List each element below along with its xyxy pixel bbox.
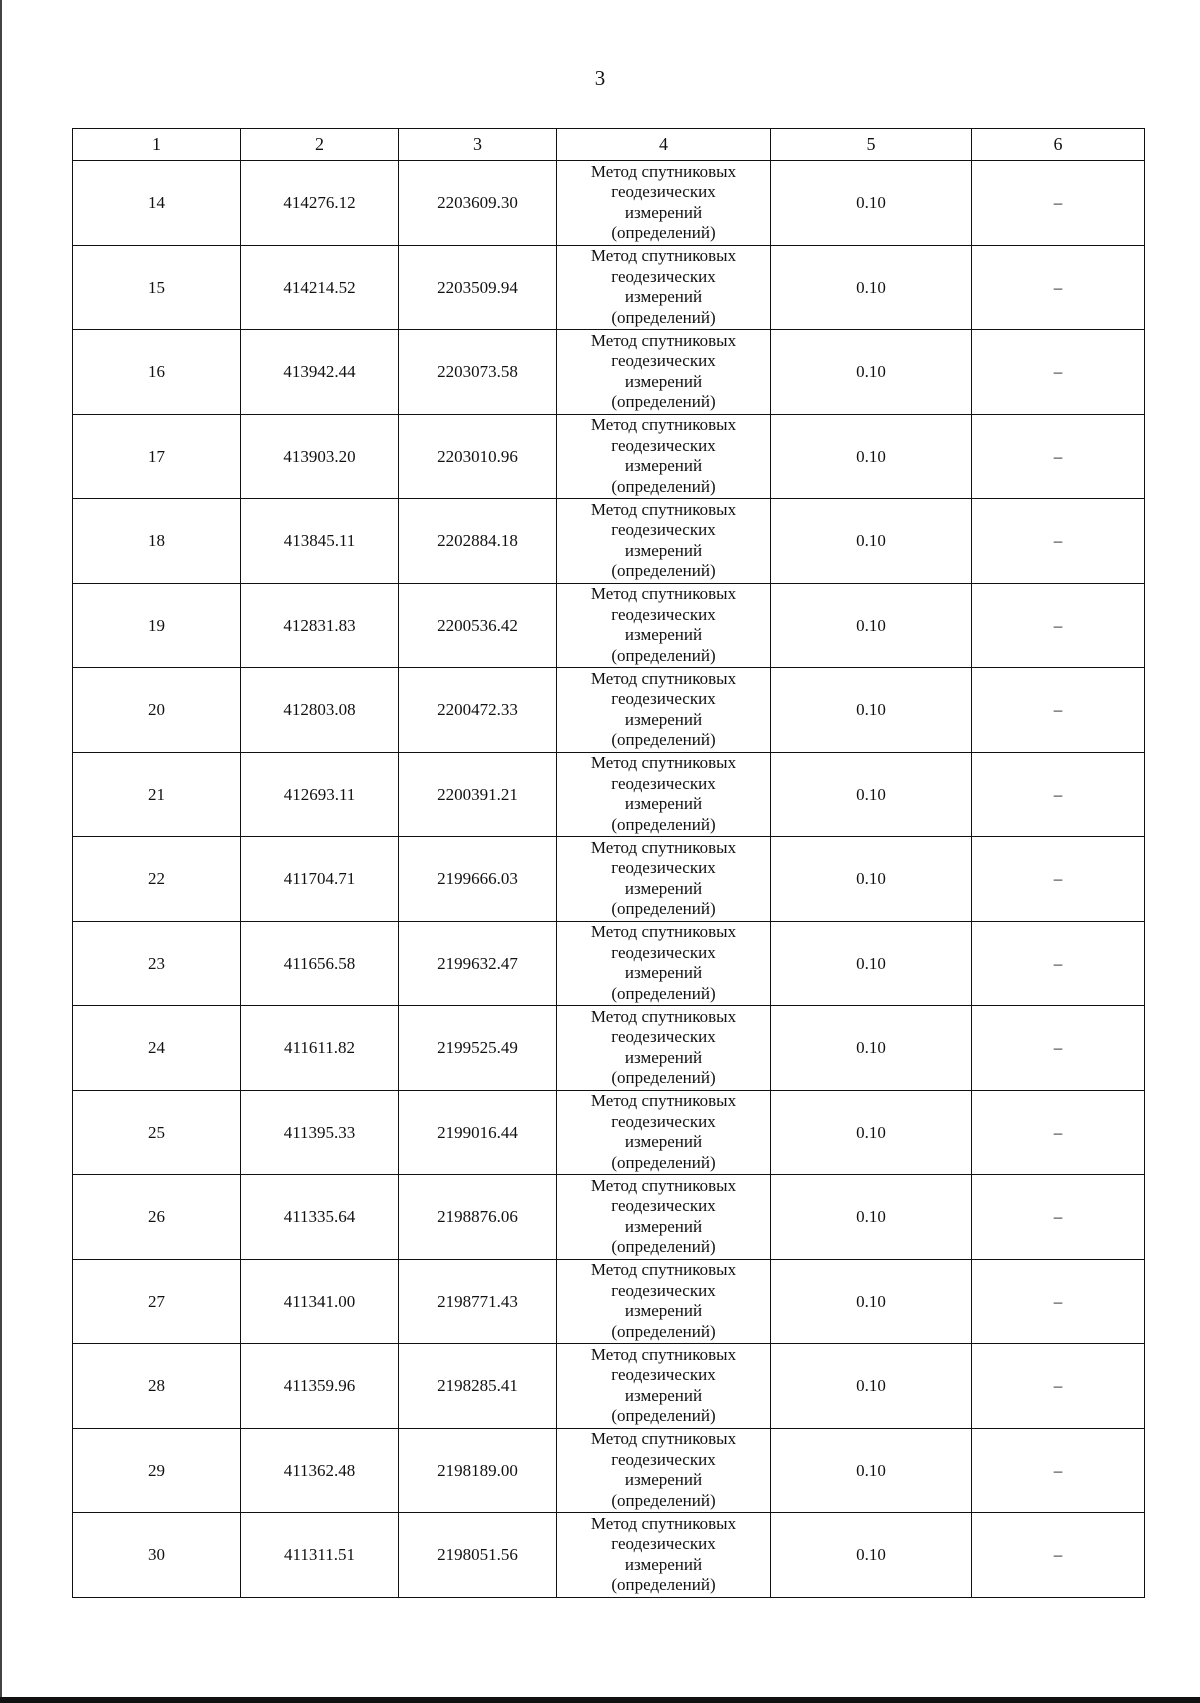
method-cell [557, 752, 771, 837]
method-text: Метод спутниковых геодезических измерений (определений) [590, 246, 737, 327]
method-cell [557, 1513, 771, 1598]
y-coordinate-cell: 2200536.42 [399, 583, 557, 668]
x-coordinate-cell: 414276.12 [241, 161, 399, 246]
accuracy-cell: 0.10 [771, 752, 972, 837]
table-row [73, 330, 1145, 415]
method-cell [557, 1344, 771, 1429]
scan-left-edge [0, 0, 2, 1703]
method-text: Метод спутниковых геодезических измерений (определений) [590, 499, 737, 581]
x-coordinate-cell: 412803.08 [241, 668, 399, 753]
x-coordinate-cell: 411395.33 [241, 1090, 399, 1175]
method-cell [557, 245, 771, 330]
method-text: Метод спутниковых геодезических измерений (определений) [590, 161, 737, 243]
note-cell: – [972, 1006, 1145, 1091]
note-cell: – [972, 1513, 1145, 1598]
header-cell-col-3: 3 [399, 129, 557, 161]
x-coordinate-cell: 411341.00 [241, 1259, 399, 1344]
method-cell [557, 499, 771, 584]
method-text: Метод спутниковых геодезических измерений (определений) [590, 1260, 737, 1341]
method-cell [557, 1006, 771, 1091]
accuracy-cell: 0.10 [771, 837, 972, 922]
accuracy-cell: 0.10 [771, 1175, 972, 1260]
point-number-cell: 24 [73, 1006, 241, 1091]
table-row [73, 1090, 1145, 1175]
point-number-cell: 30 [73, 1513, 241, 1598]
point-number-cell: 22 [73, 837, 241, 922]
method-cell [557, 921, 771, 1006]
header-cell-col-5: 5 [771, 129, 972, 161]
table-header-row [73, 129, 1145, 161]
method-cell [557, 330, 771, 415]
note-cell: – [972, 668, 1145, 753]
table-body [73, 129, 1145, 1598]
table-row [73, 1175, 1145, 1260]
method-text: Метод спутниковых геодезических измерений (определений) [590, 1175, 737, 1257]
table-row [73, 414, 1145, 499]
table-row [73, 921, 1145, 1006]
method-text: Метод спутниковых геодезических измерений (определений) [590, 1429, 737, 1510]
accuracy-cell: 0.10 [771, 1344, 972, 1429]
point-number-cell: 20 [73, 668, 241, 753]
point-number-cell: 16 [73, 330, 241, 415]
header-cell-col-6: 6 [972, 129, 1145, 161]
method-cell [557, 414, 771, 499]
y-coordinate-cell: 2199666.03 [399, 837, 557, 922]
note-cell: – [972, 1428, 1145, 1513]
method-cell [557, 1428, 771, 1513]
y-coordinate-cell: 2198189.00 [399, 1428, 557, 1513]
y-coordinate-cell: 2200472.33 [399, 668, 557, 753]
coordinates-table [72, 128, 1145, 1598]
x-coordinate-cell: 413903.20 [241, 414, 399, 499]
accuracy-cell: 0.10 [771, 1006, 972, 1091]
accuracy-cell: 0.10 [771, 1259, 972, 1344]
point-number-cell: 21 [73, 752, 241, 837]
method-text: Метод спутниковых геодезических измерений (определений) [590, 753, 737, 834]
method-text: Метод спутниковых геодезических измерений (определений) [590, 330, 737, 412]
accuracy-cell: 0.10 [771, 161, 972, 246]
note-cell: – [972, 1259, 1145, 1344]
note-cell: – [972, 583, 1145, 668]
table-row [73, 161, 1145, 246]
y-coordinate-cell: 2198876.06 [399, 1175, 557, 1260]
method-cell [557, 161, 771, 246]
point-number-cell: 19 [73, 583, 241, 668]
accuracy-cell: 0.10 [771, 1428, 972, 1513]
header-cell-col-2: 2 [241, 129, 399, 161]
method-text: Метод спутниковых геодезических измерений (определений) [590, 922, 737, 1003]
accuracy-cell: 0.10 [771, 1090, 972, 1175]
y-coordinate-cell: 2199016.44 [399, 1090, 557, 1175]
method-text: Метод спутниковых геодезических измерений (определений) [590, 1513, 737, 1595]
y-coordinate-cell: 2198285.41 [399, 1344, 557, 1429]
point-number-cell: 28 [73, 1344, 241, 1429]
point-number-cell: 29 [73, 1428, 241, 1513]
x-coordinate-cell: 411359.96 [241, 1344, 399, 1429]
note-cell: – [972, 1344, 1145, 1429]
table-row [73, 245, 1145, 330]
note-cell: – [972, 921, 1145, 1006]
x-coordinate-cell: 411704.71 [241, 837, 399, 922]
method-cell [557, 668, 771, 753]
accuracy-cell: 0.10 [771, 1513, 972, 1598]
y-coordinate-cell: 2202884.18 [399, 499, 557, 584]
table-row [73, 1259, 1145, 1344]
method-cell [557, 583, 771, 668]
y-coordinate-cell: 2203010.96 [399, 414, 557, 499]
table-row [73, 837, 1145, 922]
accuracy-cell: 0.10 [771, 330, 972, 415]
y-coordinate-cell: 2203609.30 [399, 161, 557, 246]
method-text: Метод спутниковых геодезических измерений (определений) [590, 415, 737, 496]
y-coordinate-cell: 2203073.58 [399, 330, 557, 415]
x-coordinate-cell: 412831.83 [241, 583, 399, 668]
point-number-cell: 23 [73, 921, 241, 1006]
x-coordinate-cell: 411362.48 [241, 1428, 399, 1513]
y-coordinate-cell: 2199525.49 [399, 1006, 557, 1091]
x-coordinate-cell: 411335.64 [241, 1175, 399, 1260]
y-coordinate-cell: 2198771.43 [399, 1259, 557, 1344]
x-coordinate-cell: 413845.11 [241, 499, 399, 584]
x-coordinate-cell: 411656.58 [241, 921, 399, 1006]
accuracy-cell: 0.10 [771, 414, 972, 499]
note-cell: – [972, 161, 1145, 246]
scan-bottom-band [0, 1697, 1200, 1703]
accuracy-cell: 0.10 [771, 583, 972, 668]
y-coordinate-cell: 2198051.56 [399, 1513, 557, 1598]
method-text: Метод спутниковых геодезических измерений (определений) [590, 1006, 737, 1088]
table-row [73, 1344, 1145, 1429]
method-cell [557, 1175, 771, 1260]
table-row [73, 499, 1145, 584]
method-text: Метод спутниковых геодезических измерений (определений) [590, 668, 737, 750]
table-row [73, 668, 1145, 753]
point-number-cell: 18 [73, 499, 241, 584]
table-row [73, 1513, 1145, 1598]
method-text: Метод спутниковых геодезических измерений (определений) [590, 1344, 737, 1426]
y-coordinate-cell: 2199632.47 [399, 921, 557, 1006]
x-coordinate-cell: 414214.52 [241, 245, 399, 330]
x-coordinate-cell: 411611.82 [241, 1006, 399, 1091]
table-row [73, 1428, 1145, 1513]
x-coordinate-cell: 412693.11 [241, 752, 399, 837]
y-coordinate-cell: 2200391.21 [399, 752, 557, 837]
x-coordinate-cell: 411311.51 [241, 1513, 399, 1598]
note-cell: – [972, 245, 1145, 330]
note-cell: – [972, 1175, 1145, 1260]
method-cell [557, 1090, 771, 1175]
accuracy-cell: 0.10 [771, 499, 972, 584]
note-cell: – [972, 1090, 1145, 1175]
header-cell-col-1: 1 [73, 129, 241, 161]
point-number-cell: 25 [73, 1090, 241, 1175]
method-text: Метод спутниковых геодезических измерений (определений) [590, 1091, 737, 1172]
table-row [73, 1006, 1145, 1091]
method-text: Метод спутниковых геодезических измерений (определений) [590, 584, 737, 665]
point-number-cell: 17 [73, 414, 241, 499]
point-number-cell: 15 [73, 245, 241, 330]
point-number-cell: 27 [73, 1259, 241, 1344]
note-cell: – [972, 414, 1145, 499]
note-cell: – [972, 752, 1145, 837]
table-row [73, 752, 1145, 837]
y-coordinate-cell: 2203509.94 [399, 245, 557, 330]
method-cell [557, 837, 771, 922]
note-cell: – [972, 330, 1145, 415]
table-row [73, 583, 1145, 668]
note-cell: – [972, 499, 1145, 584]
page-number: 3 [594, 66, 606, 90]
accuracy-cell: 0.10 [771, 921, 972, 1006]
header-cell-col-4: 4 [557, 129, 771, 161]
method-cell [557, 1259, 771, 1344]
point-number-cell: 26 [73, 1175, 241, 1260]
accuracy-cell: 0.10 [771, 245, 972, 330]
accuracy-cell: 0.10 [771, 668, 972, 753]
x-coordinate-cell: 413942.44 [241, 330, 399, 415]
method-text: Метод спутниковых геодезических измерений (определений) [590, 837, 737, 919]
point-number-cell: 14 [73, 161, 241, 246]
note-cell: – [972, 837, 1145, 922]
